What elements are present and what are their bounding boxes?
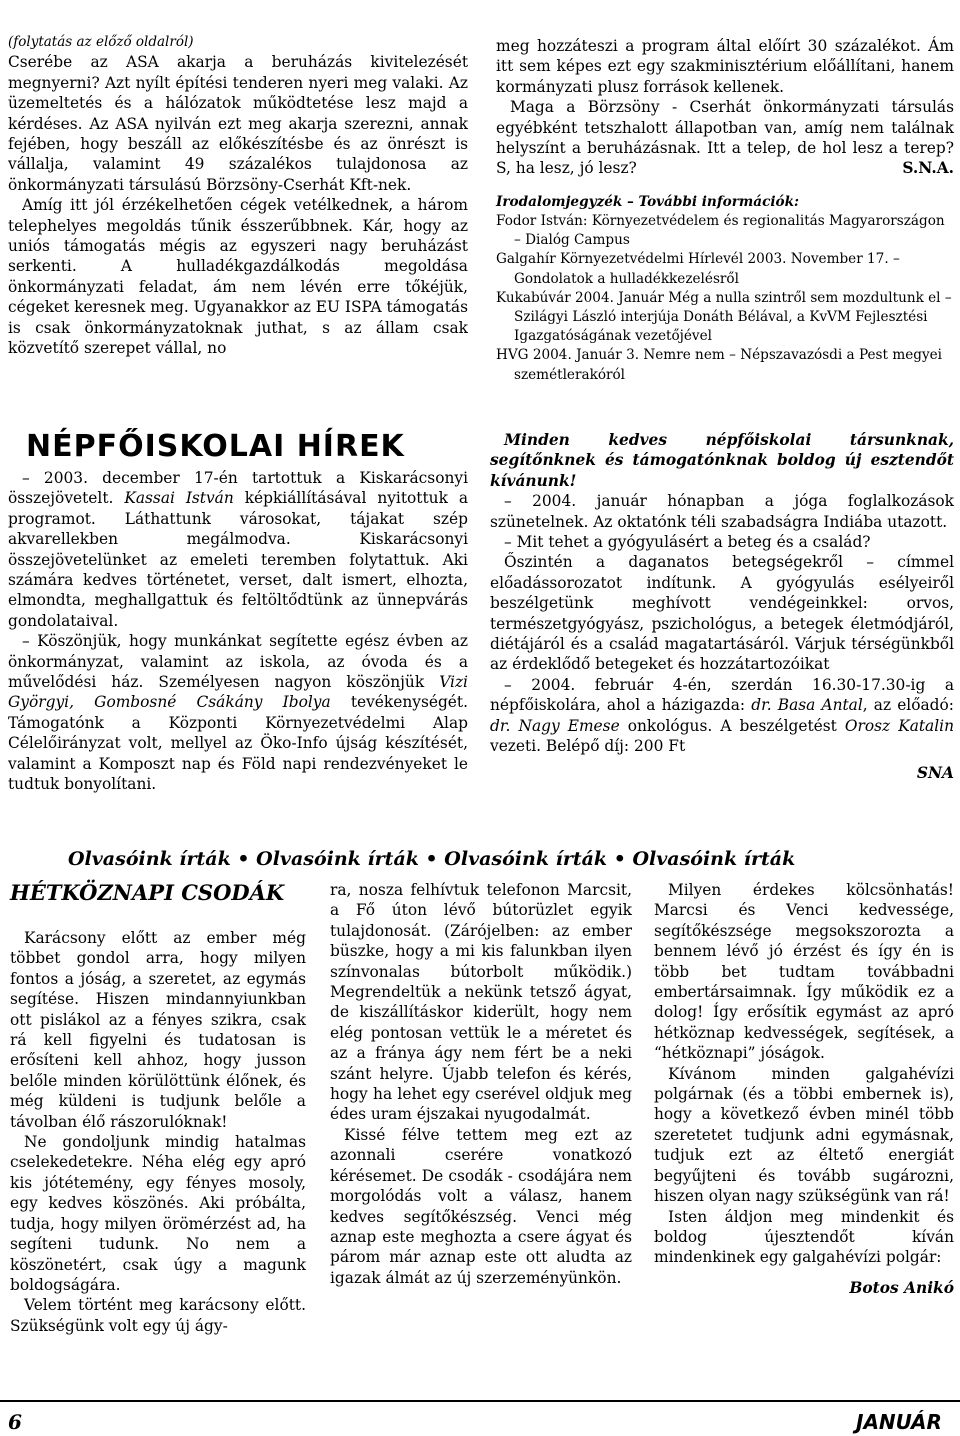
article-paragraph: meg hozzáteszi a program által előírt 30 százalékot. Ám itt sem képes ezt egy szakminisztérium előállítani, hanem kormányzati plusz források kellenek. bbox=[496, 37, 954, 96]
story-paragraph: Karácsony előtt az ember még többet gondol arra, hogy milyen fontos a jóság, a szeretet, az egymás segítése. Hiszen mindannyiunkban ott pislákol az a fényes szikra, csak rá kell figyelni és tudatosan is erősíteni kell ahhoz, hogy jusson belőle minden körülöttünk élőnek, és még küldeni is tudjunk belőle a távolban élő rászorulóknak! bbox=[10, 929, 306, 1131]
page-number: 6 bbox=[8, 1410, 22, 1434]
signature: S.N.A. bbox=[902, 159, 954, 178]
article-title: HÉTKÖZNAPI CSODÁK bbox=[10, 880, 285, 905]
news-item: – 2004. február 4-én, szerdán 16.30-17.30-ig a népfőiskolára, ahol a házigazda: dr. Basa Antal, az előadó: dr. Nagy Emese onkológus. A beszélgetést Orosz Katalin vezeti. Belépő díj: 200 Ft bbox=[490, 675, 954, 756]
reference-item: Fodor István: Környezetvédelem és regionalitás Magyarországon – Dialóg Campus bbox=[496, 213, 945, 249]
article-paragraph: Maga a Börzsöny - Cserhát önkormányzati társulás egyébként tetszhalott állapotban van, amíg nem találnak helyszínt a beruházásnak. Itt a telep, de hol lesz a terep? S, ha lesz, jó lesz? S.N.A. bbox=[496, 98, 954, 178]
continuation-note: (folytatás az előző oldalról) bbox=[8, 34, 194, 50]
readers-banner: Olvasóink írták • Olvasóink írták • Olvasóink írták • Olvasóink írták bbox=[68, 848, 796, 870]
story-paragraph: ra, nosza felhívtuk telefonon Marcsit, a Fő úton lévő bútorüzlet egyik tulajdonosát. (Zárójelben: az ember büszke, hogy a mi kis falunkban ilyen színvonalas bútorbolt működik.) Megrendeltük a nekünk tetsző ágyat, de kiszállításkor kiderült, hogy nem elég pontosan vettük le a méretet és az a fránya ágy nem fért be a neki szánt helyre. Újabb telefon és kérés, hogy ha lehet egy cserével oldjuk meg édes uram éjszakai nyugodalmát. bbox=[330, 881, 632, 1124]
news-right-column bbox=[490, 430, 954, 783]
signature: Botos Anikó bbox=[849, 1278, 954, 1297]
story-paragraph: Kívánom minden galgahévízi polgárnak (és a többi embernek is), hogy a következő évben minél több szeretetet tudjunk adni egymásnak, tudjuk ezt az éltető energiát begyűjteni és tovább sugározni, hiszen olyan nagy szükségünk van rá! bbox=[654, 1064, 954, 1206]
story-paragraph: Isten áldjon meg mindenkit és boldog újesztendőt kíván mindenkinek egy galgahévízi polgár: bbox=[654, 1207, 954, 1267]
left-top-column bbox=[8, 32, 468, 359]
story-paragraph: Velem történt meg karácsony előtt. Szükségünk volt egy új ágy- bbox=[10, 1296, 306, 1335]
story-paragraph: Milyen érdekes kölcsönhatás! Marcsi és Venci kedvessége, segítőkészsége megsokszorozta a bennem lévő jó érzést és így én is több bet tudtam továbbadni embertársaimnak. Így működik ez a dolog! Így erősítik egymást az apró hétköznap kedvességek, segítések, a “hétköznapi” jóságok. bbox=[654, 881, 954, 1063]
news-item: – 2004. január hónapban a jóga foglalkozások szünetelnek. Az oktatónk téli szabadságra Indiába utazott. bbox=[490, 492, 954, 531]
story-paragraph: Kissé félve tettem meg ezt az azonnali cserére vonatkozó kérésemet. De csodák - csodájára nem morgolódás volt a válasz, hanem kedves segítőkészség. Venci még aznap este meghozta a csere ágyat és párom már aznap este ott aludta az igazak álmát az új szerzeményünkön. bbox=[330, 1125, 632, 1287]
news-item: – Köszönjük, hogy munkánkat segítette egész évben az önkormányzat, valamint az iskola, az óvoda és a művelődési ház. Személyesen nagyon köszönjük Vizi Györgyi, Gombosné Csákány Ibolya tevékenységét. Támogatónk a Központi Környezetvédelmi Alap Célelőirányzat volt, mellyel az Öko-Info újság készítését, valamint a Komposzt nap és Föld napi rendezvényeket le tudtuk bonyolítani. bbox=[8, 632, 468, 794]
news-item: Őszintén a daganatos betegségekről – címmel előadássorozatot indítunk. A gyógyulás esélyeiről beszélgetünk meghívott vendégeinkkel: orvos, természetgyógyász, pszichológus, a betegek életmódjáról, diétájáról és a család magatartásáról. Várjuk térségünkből az érdeklődő betegeket és hozzátartozóikat bbox=[490, 553, 954, 674]
references bbox=[496, 193, 954, 385]
reference-item: Kukabúvár 2004. Január Még a nulla szintről sem mozdultunk el – Szilágyi László interjúja Donáth Bélával, a KvVM Fejlesztési Igazgatóságának vezetőjével bbox=[496, 289, 952, 345]
story-column-2 bbox=[330, 880, 632, 1288]
greeting: Minden kedves népfőiskolai társunknak, segítőnknek és támogatónknak boldog új esztendőt kívánunk! bbox=[490, 431, 954, 490]
news-left-column bbox=[8, 468, 468, 795]
section-title: NÉPFŐISKOLAI HÍREK bbox=[26, 429, 405, 464]
signature: SNA bbox=[916, 763, 954, 782]
story-column-3 bbox=[654, 880, 954, 1298]
news-item: – Mit tehet a gyógyulásért a beteg és a család? bbox=[504, 533, 871, 552]
article-paragraph: Amíg itt jól érzékelhetően cégek vetélkednek, a három telephelyes megoldás tűnik ésszerűbbnek. Kár, hogy az uniós támogatás mégis az egyszeri nagy beruházást serkenti. A hulladékgazdálkodás megoldása önkormányzati feladat, ám nem lévén erre tőkéjük, cégeket keresnek meg. Ugyanakkor az EU ISPA támogatás is csak önkormányzatoknak juthat, s az állam csak közvetítő szerepet vállal, no bbox=[8, 196, 468, 358]
footer-rule bbox=[0, 1400, 960, 1402]
news-item: – 2003. december 17-én tartottuk a Kiskarácsonyi összejövetelt. Kassai István képkiállításával nyitottuk a programot. Láthattunk városokat, tájakat szép akvarellekben megálmodva. Kiskarácsonyi összejövetelünket az emeleti teremben folytattuk. Aki számára kedves történetet, verset, dalt ismert, elhozta, elmondta, meghallgattuk és feltöltődtünk az ünnepvárás gondolataival. bbox=[8, 469, 469, 630]
story-column-1 bbox=[10, 928, 306, 1336]
right-top-column bbox=[496, 36, 954, 385]
reference-item: HVG 2004. Január 3. Nemre nem – Népszavazósdi a Pest megyei szemétlerakóról bbox=[496, 347, 943, 383]
references-title: Irodalomjegyzék – További információk: bbox=[496, 193, 800, 210]
reference-item: Galgahír Környezetvédelmi Hírlevél 2003. November 17. – Gondolatok a hulladékkezelésről bbox=[496, 251, 900, 287]
story-paragraph: Ne gondoljunk mindig hatalmas cselekedetekre. Néha elég egy apró kis jótétemény, egy fényes mosoly, egy kedves köszönés. Aki próbálta, tudja, hogy milyen örömérzést ad, ha segíteni tudunk. No nem a köszönetért, csak úgy a magunk boldogságára. bbox=[10, 1133, 306, 1294]
footer-month: JANUÁR bbox=[856, 1410, 942, 1434]
article-paragraph: Cserébe az ASA akarja a beruházás kivitelezését megnyerni? Azt nyílt építési tenderen nyeri meg valaki. Az üzemeltetés és a hálózatok működtetése lesz majd a kérdéses. Az ASA nyilván ezt meg akarja szerezni, annak fejében, hogy beszáll az előkészítésbe és az önrészt is vállalja, valamint 49 százalékos tulajdonosa az önkormányzati társulású Börzsöny-Cserhát Kft-nek. bbox=[8, 53, 468, 194]
